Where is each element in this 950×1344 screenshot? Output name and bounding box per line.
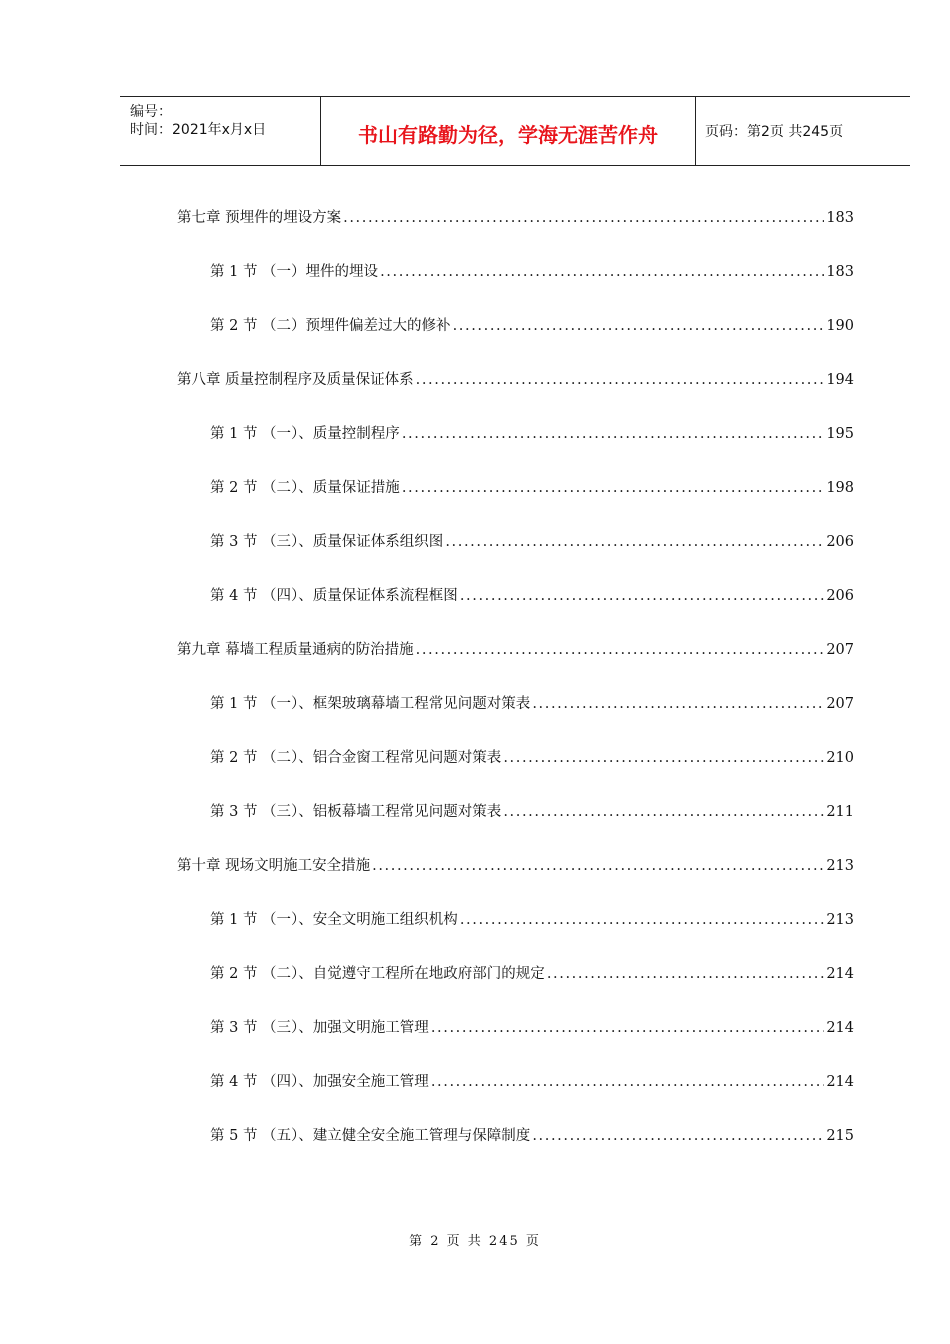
- toc-entry-page-number: 214: [826, 1074, 854, 1090]
- document-time-label: 时间：2021年x月x日: [130, 122, 267, 138]
- toc-entry-label: 第 2 节 （二）、铝合金窗工程常见问题对策表: [210, 750, 502, 766]
- toc-entry-page-number: 206: [826, 588, 854, 604]
- toc-leader-dots: [380, 261, 824, 283]
- page-footer: 第 2 页 共 245 页: [409, 1234, 541, 1249]
- toc-entry-section[interactable]: [210, 693, 854, 715]
- header-slogan-cell: [320, 97, 696, 165]
- toc-entry-label: 第 1 节 （一）、安全文明施工组织机构: [210, 912, 458, 928]
- toc-entry-section[interactable]: [210, 315, 854, 337]
- toc-entry-section[interactable]: [210, 1017, 854, 1039]
- toc-entry-label: 第十章 现场文明施工安全措施: [177, 858, 371, 874]
- toc-entry-section[interactable]: [210, 477, 854, 499]
- toc-entry-section[interactable]: [210, 747, 854, 769]
- toc-entry-page-number: 183: [826, 210, 854, 226]
- toc-entry-chapter[interactable]: [177, 369, 854, 391]
- toc-leader-dots: [460, 909, 825, 931]
- toc-entry-page-number: 210: [826, 750, 854, 766]
- toc-leader-dots: [416, 639, 825, 661]
- toc-entry-label: 第九章 幕墙工程质量通病的防治措施: [177, 642, 414, 658]
- toc-entry-page-number: 198: [826, 480, 854, 496]
- toc-entry-section[interactable]: [210, 423, 854, 445]
- header-slogan: 书山有路勤为径，学海无涯苦作舟: [358, 123, 658, 147]
- toc-entry-label: 第 3 节 （三）、质量保证体系组织图: [210, 534, 444, 550]
- toc-leader-dots: [445, 531, 824, 553]
- toc-leader-dots: [532, 1125, 824, 1147]
- toc-entry-label: 第 2 节 （二）、质量保证措施: [210, 480, 400, 496]
- toc-leader-dots: [460, 585, 825, 607]
- toc-entry-label: 第 1 节 （一）埋件的埋设: [210, 264, 379, 280]
- header-page-cell: [695, 97, 910, 165]
- toc-entry-page-number: 194: [826, 372, 854, 388]
- toc-entry-page-number: 206: [826, 534, 854, 550]
- toc-entry-page-number: 213: [826, 858, 854, 874]
- document-number-label: 编号：: [130, 104, 172, 120]
- header-page-code: 页码：第2页 共245页: [705, 124, 844, 140]
- toc-entry-label: 第 2 节 （二）、自觉遵守工程所在地政府部门的规定: [210, 966, 545, 982]
- toc-entry-section[interactable]: [210, 585, 854, 607]
- toc-entry-label: 第 4 节 （四）、加强安全施工管理: [210, 1074, 429, 1090]
- toc-entry-section[interactable]: [210, 1071, 854, 1093]
- toc-entry-label: 第 2 节 （二）预埋件偏差过大的修补: [210, 318, 451, 334]
- toc-entry-label: 第 4 节 （四）、质量保证体系流程框图: [210, 588, 458, 604]
- toc-entry-label: 第 1 节 （一）、质量控制程序: [210, 426, 400, 442]
- toc-entry-page-number: 214: [826, 966, 854, 982]
- toc-entry-label: 第 3 节 （三）、铝板幕墙工程常见问题对策表: [210, 804, 502, 820]
- toc-leader-dots: [402, 423, 825, 445]
- toc-entry-page-number: 190: [826, 318, 854, 334]
- toc-entry-section[interactable]: [210, 963, 854, 985]
- toc-entry-page-number: 195: [826, 426, 854, 442]
- toc-entry-label: 第 1 节 （一）、框架玻璃幕墙工程常见问题对策表: [210, 696, 531, 712]
- toc-entry-section[interactable]: [210, 801, 854, 823]
- toc-entry-section[interactable]: [210, 1125, 854, 1147]
- toc-entry-section[interactable]: [210, 531, 854, 553]
- toc-entry-label: 第七章 预埋件的埋设方案: [177, 210, 342, 226]
- toc-entry-page-number: 183: [826, 264, 854, 280]
- toc-entry-page-number: 215: [826, 1128, 854, 1144]
- toc-leader-dots: [416, 369, 825, 391]
- toc-leader-dots: [503, 801, 824, 823]
- toc-entry-label: 第八章 质量控制程序及质量保证体系: [177, 372, 414, 388]
- toc-leader-dots: [343, 207, 824, 229]
- toc-entry-page-number: 214: [826, 1020, 854, 1036]
- toc-leader-dots: [431, 1017, 825, 1039]
- toc-leader-dots: [372, 855, 824, 877]
- toc-leader-dots: [547, 963, 825, 985]
- document-header: [120, 96, 910, 166]
- toc-leader-dots: [503, 747, 824, 769]
- header-info-cell: [120, 97, 320, 165]
- toc-leader-dots: [431, 1071, 825, 1093]
- toc-leader-dots: [402, 477, 825, 499]
- toc-entry-label: 第 3 节 （三）、加强文明施工管理: [210, 1020, 429, 1036]
- toc-entry-page-number: 213: [826, 912, 854, 928]
- toc-leader-dots: [453, 315, 825, 337]
- toc-entry-label: 第 5 节 （五）、建立健全安全施工管理与保障制度: [210, 1128, 531, 1144]
- toc-entry-chapter[interactable]: [177, 855, 854, 877]
- toc-entry-page-number: 207: [826, 696, 854, 712]
- toc-entry-section[interactable]: [210, 909, 854, 931]
- toc-entry-page-number: 211: [826, 804, 854, 820]
- toc-entry-chapter[interactable]: [177, 639, 854, 661]
- toc-entry-section[interactable]: [210, 261, 854, 283]
- toc-leader-dots: [532, 693, 824, 715]
- toc-entry-chapter[interactable]: [177, 207, 854, 229]
- toc-entry-page-number: 207: [826, 642, 854, 658]
